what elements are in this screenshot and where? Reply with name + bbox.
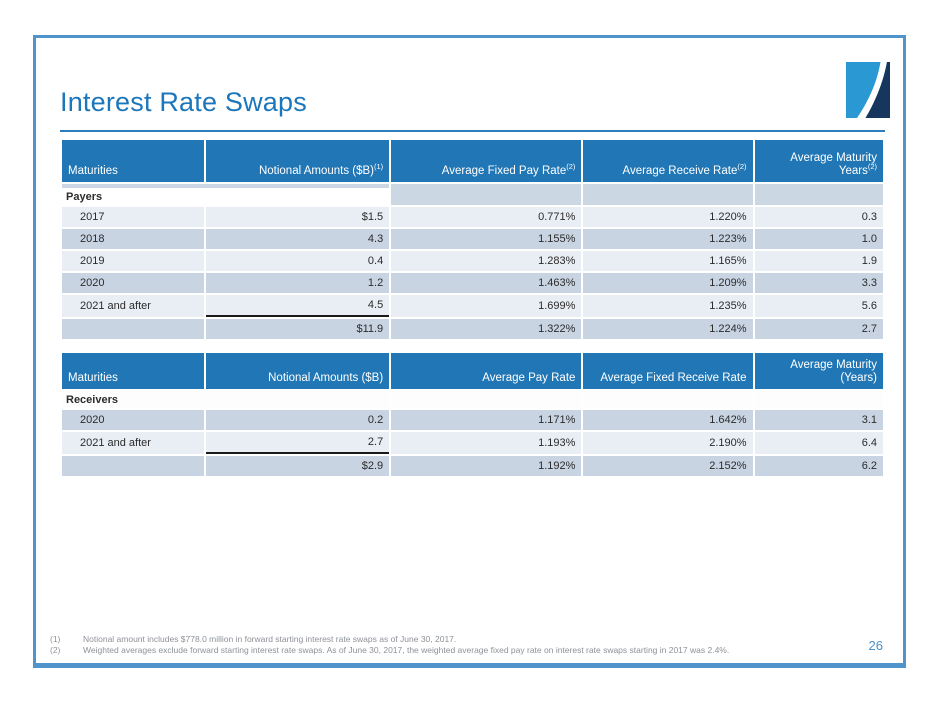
payers-total-row: $11.9 1.322% 1.224% 2.7 xyxy=(62,319,883,339)
slide-frame xyxy=(33,35,906,668)
page-number: 26 xyxy=(868,638,883,653)
section-label: Payers xyxy=(62,184,389,205)
table-row: 2020 0.2 1.171% 1.642% 3.1 xyxy=(62,410,883,430)
col-header-avg-maturity-years: Average Maturity Years$^{(2)}$ xyxy=(755,140,883,182)
col-header-avg-receive-rate: Average Receive Rate$^{(2)}$ xyxy=(583,140,752,182)
payers-header-row xyxy=(62,140,883,182)
col-header-avg-fixed-receive-rate: Average Fixed Receive Rate xyxy=(583,353,752,389)
footnote-marker: (2) xyxy=(50,645,61,655)
slide-content xyxy=(60,38,885,478)
table-row: 2017 $1.5 0.771% 1.220% 0.3 xyxy=(62,207,883,227)
col-header-maturities: Maturities xyxy=(62,353,204,389)
footnote-2 xyxy=(50,645,823,656)
page-title: Interest Rate Swaps xyxy=(60,87,307,117)
table-row: 2021 and after 4.5 1.699% 1.235% 5.6 xyxy=(62,295,883,317)
table-row: 2018 4.3 1.155% 1.223% 1.0 xyxy=(62,229,883,249)
title-rule xyxy=(60,130,885,132)
payers-section-row xyxy=(62,184,883,205)
section-label: Receivers xyxy=(62,391,389,408)
receivers-section-row xyxy=(62,391,883,408)
table-row: 2019 0.4 1.283% 1.165% 1.9 xyxy=(62,251,883,271)
footnote-text: Weighted averages exclude forward starting interest rate swaps. As of June 30, 2017, the weighted average fixed pay rate on interest rate swaps starting in 2017 was 2.4%. xyxy=(83,645,730,655)
footnote-marker: (1) xyxy=(50,634,61,644)
receivers-total-row: $2.9 1.192% 2.152% 6.2 xyxy=(62,456,883,476)
col-header-avg-pay-rate: Average Pay Rate xyxy=(391,353,581,389)
col-header-maturities: Maturities xyxy=(62,140,204,182)
col-header-notional: Notional Amounts ($B)$^{(1)}$ xyxy=(206,140,389,182)
receivers-header-row xyxy=(62,353,883,389)
col-header-avg-maturity-years: Average Maturity (Years) xyxy=(755,353,883,389)
col-header-avg-fixed-pay-rate: Average Fixed Pay Rate$^{(2)}$ xyxy=(391,140,581,182)
footnote-1 xyxy=(50,634,823,645)
payers-table xyxy=(60,138,885,341)
table-row: 2020 1.2 1.463% 1.209% 3.3 xyxy=(62,273,883,293)
col-header-notional: Notional Amounts ($B) xyxy=(206,353,389,389)
receivers-table xyxy=(60,351,885,478)
footnote-text: Notional amount includes $778.0 million in forward starting interest rate swaps as of June 30, 2017. xyxy=(83,634,457,644)
footnotes xyxy=(50,634,823,656)
table-row: 2021 and after 2.7 1.193% 2.190% 6.4 xyxy=(62,432,883,454)
